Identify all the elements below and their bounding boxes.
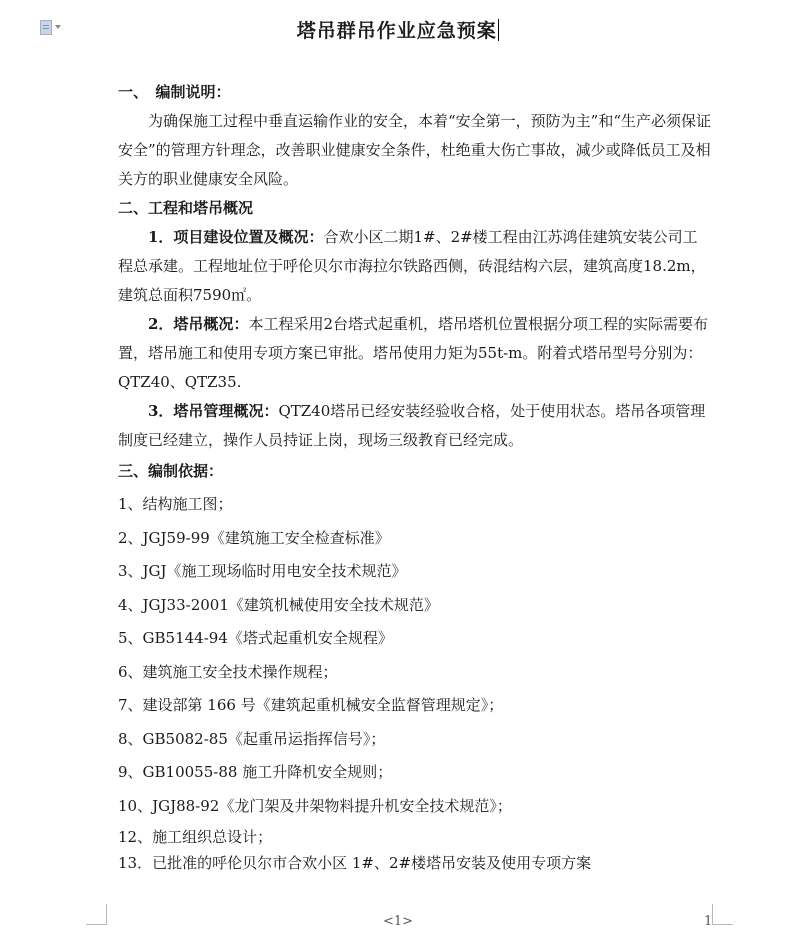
list-item: 8、GB5082-85《起重吊运指挥信号》； [118, 729, 386, 748]
page-title[interactable] [0, 16, 796, 43]
text-cursor [498, 19, 500, 41]
title-text: 塔吊群吊作业应急预案 [296, 20, 497, 42]
list-item: 4、JGJ33-2001《建筑机械使用安全技术规范》 [118, 595, 439, 614]
section-2-paragraph-3 [118, 397, 712, 455]
list-item: 6、建筑施工安全技术操作规程； [118, 662, 338, 681]
paragraph-label: 3．塔吊管理概况： [148, 402, 279, 420]
section-2-paragraph-1 [118, 223, 712, 310]
section-3-heading: 三、编制依据： [118, 462, 224, 480]
page-number: <1> [382, 914, 414, 929]
list-item: 13．已批准的呼伦贝尔市合欢小区 1#、2#楼塔吊安装及使用专项方案 [118, 854, 592, 872]
paragraph-text: 合欢小区二期1#、2#楼工程由江苏鸿佳建筑安装公司工程总承建。工程地址位于呼伦贝尔市海拉尔铁路西侧，砖混结构六层，建筑高度18.2m，建筑总面积7590㎡。 [118, 228, 706, 304]
list-item: 9、GB10055-88 施工升降机安全规则； [118, 763, 393, 781]
list-item: 5、GB5144-94《塔式起重机安全规程》 [118, 629, 393, 647]
list-item: 3、JGJ《施工现场临时用电安全技术规范》 [118, 562, 407, 580]
paragraph-label: 1．项目建设位置及概况： [148, 228, 324, 246]
list-item: 2、JGJ59-99《建筑施工安全检查标准》 [118, 528, 390, 547]
reference-list [118, 488, 712, 875]
document-body[interactable] [118, 78, 712, 875]
section-2-paragraph-2 [118, 310, 712, 397]
list-item: 12、施工组织总设计； [118, 828, 273, 846]
list-item: 7、建设部第 166 号《建筑起重机械安全监督管理规定》； [118, 696, 504, 714]
list-item: 10、JGJ88-92《龙门架及井架物料提升机安全技术规范》； [118, 796, 512, 815]
paragraph-label: 2．塔吊概况： [148, 315, 249, 333]
section-1-heading: 一、 编制说明： [118, 83, 231, 101]
paragraph-text: 本工程采用2台塔式起重机，塔吊塔机位置根据分项工程的实际需要布置，塔吊施工和使用专项方案已审批。塔吊使用力矩为55t-m。附着式塔吊型号分别为：QTZ40、QTZ35. [118, 315, 708, 391]
list-item: 1、结构施工图； [118, 495, 233, 513]
paragraph-text: QTZ40塔吊已经安装经验收合格，处于使用状态。塔吊各项管理制度已经建立，操作人员持证上岗，现场三级教育已经完成。 [118, 402, 706, 449]
page-number-right: 1 [704, 914, 713, 929]
section-2-heading: 二、工程和塔吊概况 [118, 199, 254, 217]
section-1-paragraph: 为确保施工过程中垂直运输作业的安全，本着“安全第一，预防为主”和“生产必须保证安全”的管理方针理念，改善职业健康安全条件，杜绝重大伤亡事故，减少或降低员工及相关方的职业健康安全风险。 [118, 112, 712, 188]
